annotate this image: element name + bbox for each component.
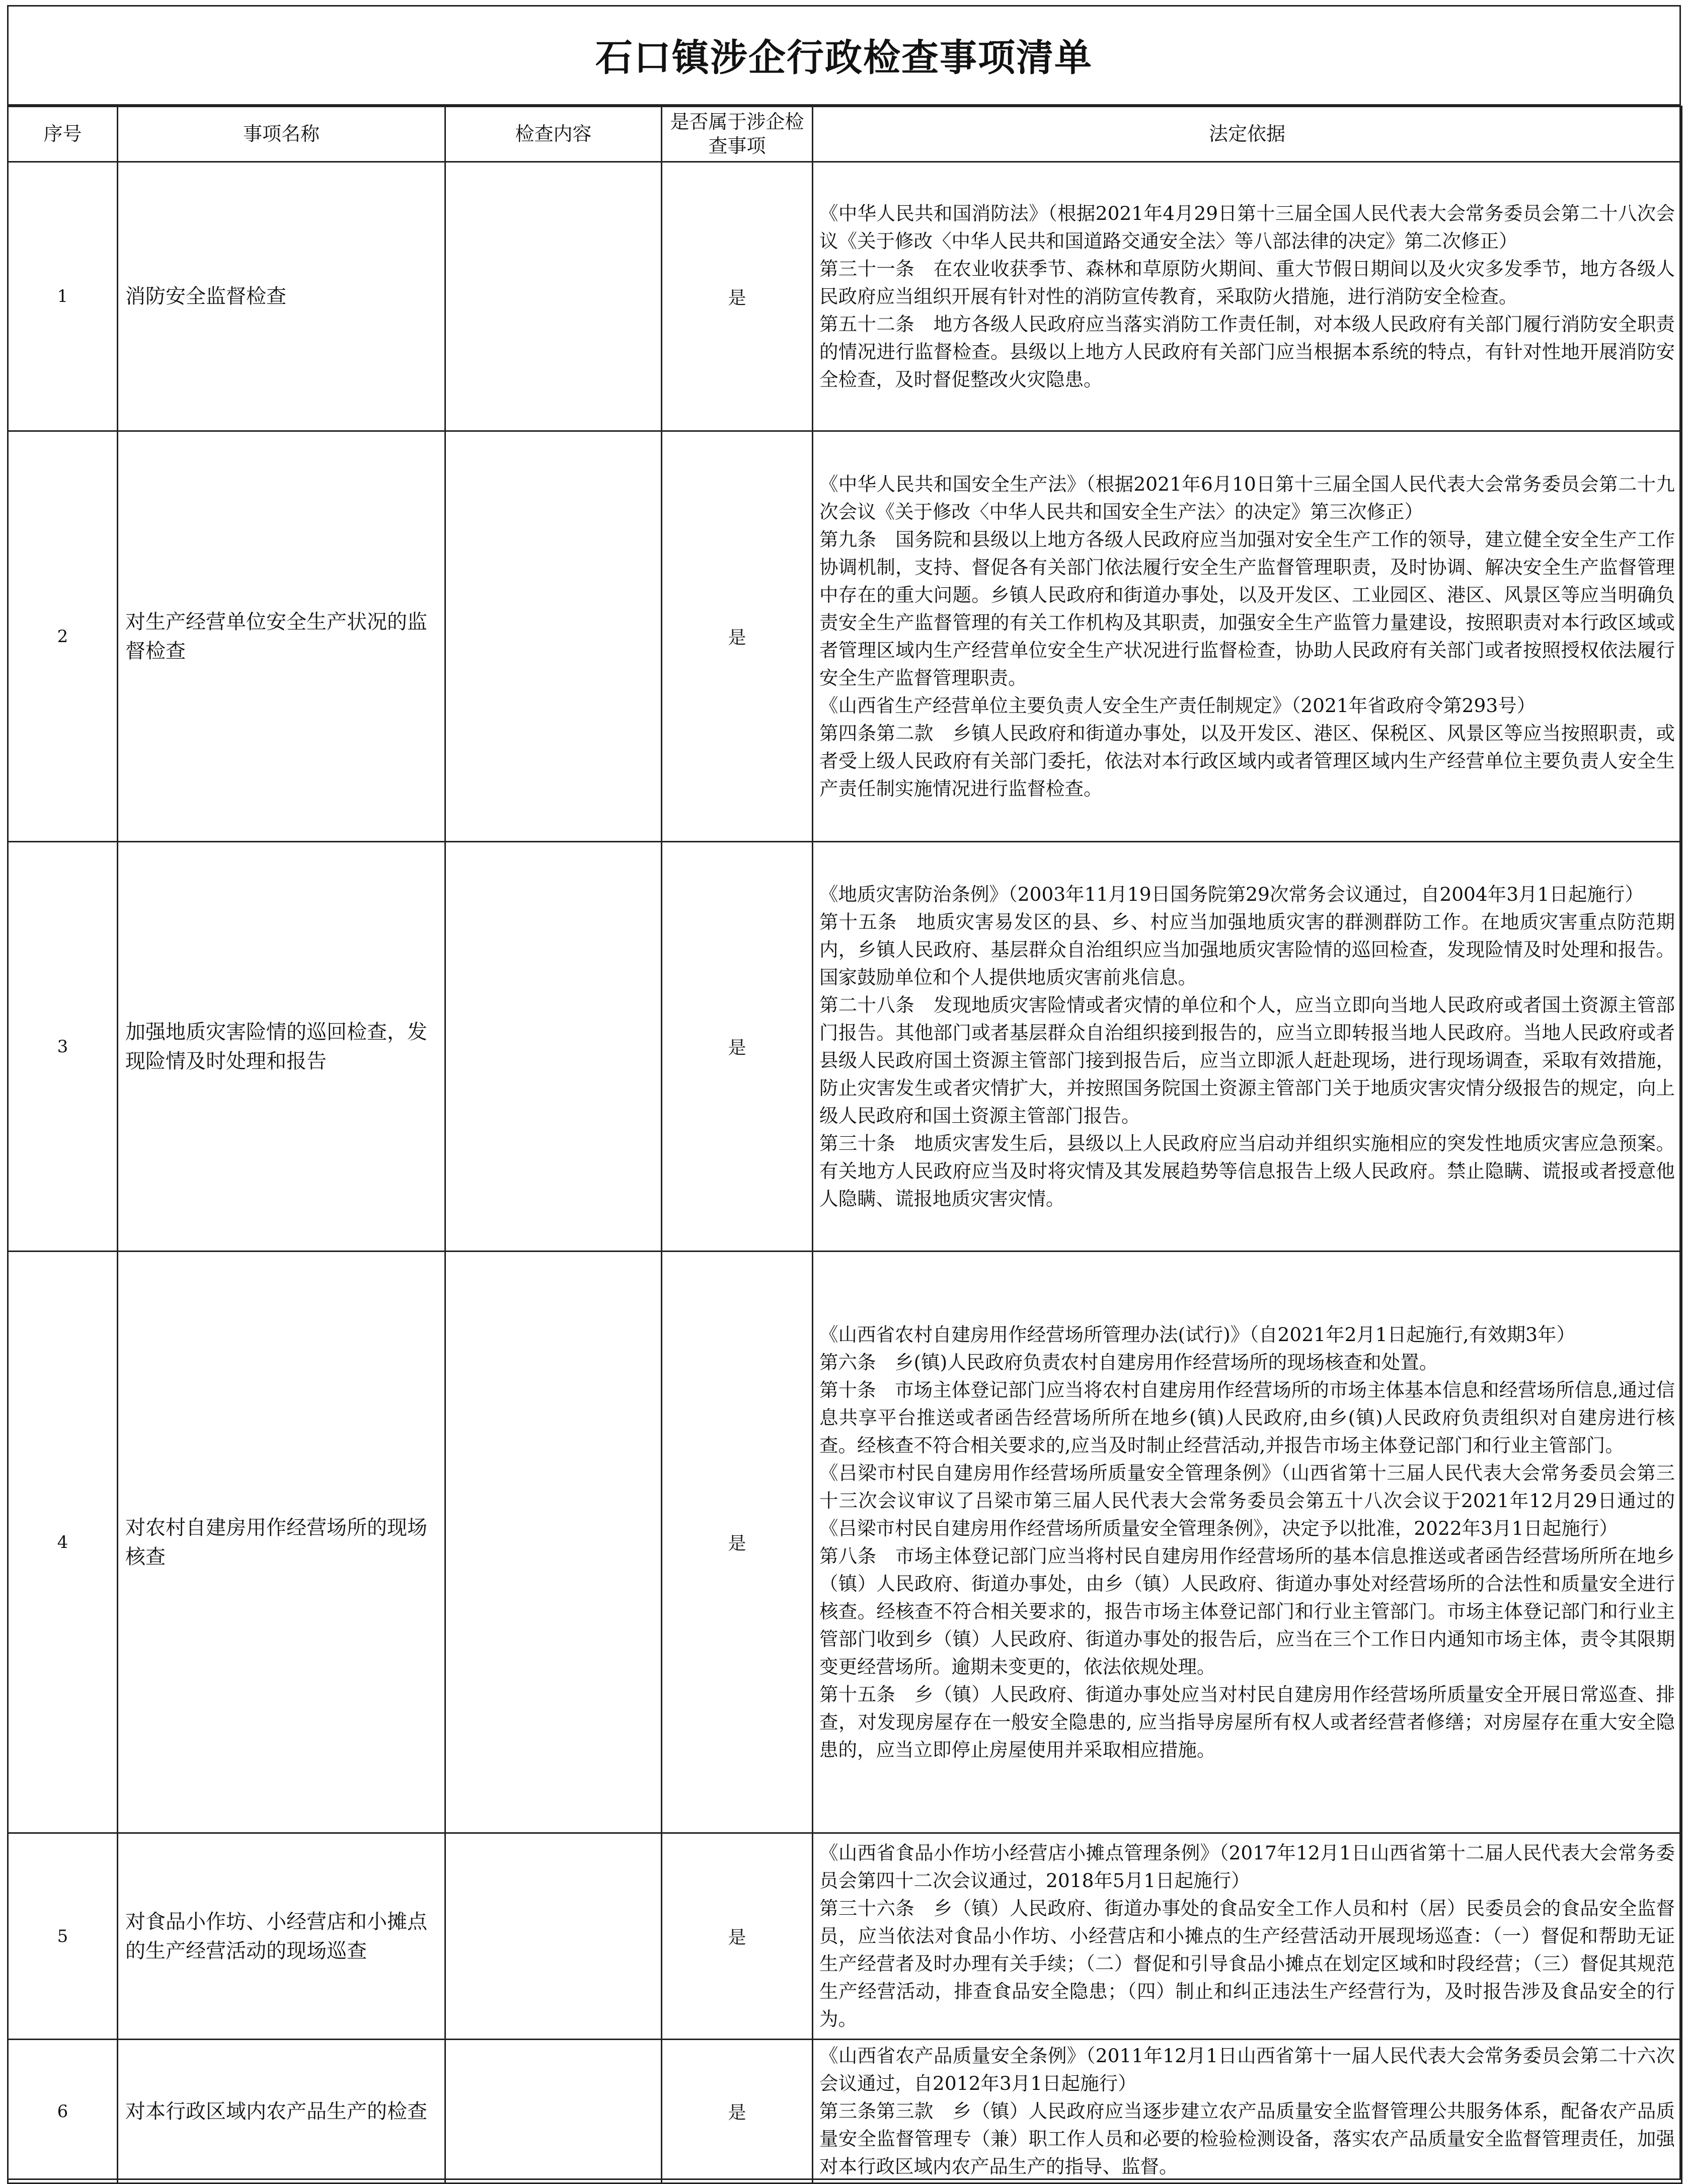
basis-paragraph: 《地质灾害防治条例》（2003年11月19日国务院第29次常务会议通过，自2004年3月1日起施行） — [819, 883, 1644, 905]
row-inspection-content — [445, 1252, 662, 1833]
basis-paragraph: 第五十二条 地方各级人民政府应当落实消防工作责任制，对本级人民政府有关部门履行消防安全职责的情况进行监督检查。县级以上地方人民政府有关部门应当根据本系统的特点，有针对性地开展消防安全检查，及时督促整改火灾隐患。 — [819, 313, 1675, 391]
row-legal-basis — [813, 162, 1682, 431]
row-legal-basis — [813, 842, 1682, 1252]
basis-paragraph: 《山西省食品小作坊小经营店小摊点管理条例》（2017年12月1日山西省第十二届人民代表大会常务委员会第四十二次会议通过，2018年5月1日起施行） — [819, 1842, 1675, 1892]
row-seq: 1 — [8, 162, 118, 431]
basis-paragraph: 第四条第二款 乡镇人民政府和街道办事处，以及开发区、港区、保税区、风景区等应当按照职责，或者受上级人民政府有关部门委托，依法对本行政区域内或者管理区域内生产经营单位主要负责人安全生产责任制实施情况进行监督检查。 — [819, 722, 1675, 800]
row-is-enterprise-related: 是 — [662, 842, 813, 1252]
row-item-name: 对农村自建房用作经营场所的现场核查 — [118, 1252, 445, 1833]
header-seq: 序号 — [8, 107, 118, 162]
row-inspection-content — [445, 842, 662, 1252]
header-inspection-content: 检查内容 — [445, 107, 662, 162]
row-inspection-content — [445, 431, 662, 842]
row-legal-basis — [813, 2040, 1682, 2183]
basis-paragraph: 第三十一条 在农业收获季节、森林和草原防火期间、重大节假日期间以及火灾多发季节，地方各级人民政府应当组织开展有针对性的消防宣传教育，采取防火措施，进行消防安全检查。 — [819, 257, 1675, 307]
table-row — [8, 2040, 1682, 2183]
basis-paragraph: 《中华人民共和国消防法》（根据2021年4月29日第十三届全国人民代表大会常务委员会第二十八次会议《关于修改〈中华人民共和国道路交通安全法〉等八部法律的决定》第二次修正） — [819, 202, 1675, 252]
row-seq: 5 — [8, 1833, 118, 2040]
header-item-name: 事项名称 — [118, 107, 445, 162]
row-inspection-content — [445, 2040, 662, 2183]
basis-paragraph: 《山西省生产经营单位主要负责人安全生产责任制规定》（2021年省政府令第293号） — [819, 694, 1536, 717]
row-item-name: 加强地质灾害险情的巡回检查，发现险情及时处理和报告 — [118, 842, 445, 1252]
row-legal-basis — [813, 1833, 1682, 2040]
row-seq: 6 — [8, 2040, 118, 2183]
row-seq: 4 — [8, 1252, 118, 1833]
table-row — [8, 842, 1682, 1252]
row-item-name: 对食品小作坊、小经营店和小摊点的生产经营活动的现场巡查 — [118, 1833, 445, 2040]
basis-paragraph: 《吕梁市村民自建房用作经营场所质量安全管理条例》（山西省第十三届人民代表大会常务委员会第三十三次会议审议了吕梁市第三届人民代表大会常务委员会第五十八次会议于2021年12月29日通过的《吕梁市村民自建房用作经营场所质量安全管理条例》，决定予以批准，2022年3月1日起施行） — [819, 1461, 1675, 1539]
row-seq: 3 — [8, 842, 118, 1252]
row-item-name: 对生产经营单位安全生产状况的监督检查 — [118, 431, 445, 842]
basis-paragraph: 《山西省农村自建房用作经营场所管理办法(试行)》（自2021年2月1日起施行,有效期3年） — [819, 1323, 1575, 1346]
basis-paragraph: 第二十八条 发现地质灾害险情或者灾情的单位和个人，应当立即向当地人民政府或者国土资源主管部门报告。其他部门或者基层群众自治组织接到报告的，应当立即转报当地人民政府。当地人民政府或者县级人民政府国土资源主管部门接到报告后，应当立即派人赶赴现场，进行现场调查，采取有效措施，防止灾害发生或者灾情扩大，并按照国务院国土资源主管部门关于地质灾害灾情分级报告的规定，向上级人民政府和国土资源主管部门报告。 — [819, 993, 1675, 1127]
row-is-enterprise-related: 是 — [662, 162, 813, 431]
table-row — [8, 431, 1682, 842]
row-item-name: 消防安全监督检查 — [118, 162, 445, 431]
basis-paragraph: 第三条第三款 乡（镇）人民政府应当逐步建立农产品质量安全监督管理公共服务体系，配备农产品质量安全监督管理专（兼）职工作人员和必要的检验检测设备，落实农产品质量安全监督管理责任，加强对本行政区域内农产品生产的指导、监督。 — [819, 2100, 1675, 2177]
table-row — [8, 1833, 1682, 2040]
basis-paragraph: 第三十六条 乡（镇）人民政府、街道办事处的食品安全工作人员和村（居）民委员会的食品安全监督员，应当依法对食品小作坊、小经营店和小摊点的生产经营活动开展现场巡查：（一）督促和帮助无证生产经营者及时办理有关手续；（二）督促和引导食品小摊点在划定区域和时段经营；（三）督促其规范生产经营活动，排查食品安全隐患；（四）制止和纠正违法生产经营行为，及时报告涉及食品安全的行为。 — [819, 1897, 1675, 2030]
table-row — [8, 162, 1682, 431]
basis-paragraph: 《山西省农产品质量安全条例》（2011年12月1日山西省第十一届人民代表大会常务委员会第二十六次会议通过，自2012年3月1日起施行） — [819, 2045, 1675, 2094]
row-is-enterprise-related: 是 — [662, 2040, 813, 2183]
row-is-enterprise-related: 是 — [662, 431, 813, 842]
row-is-enterprise-related: 是 — [662, 1252, 813, 1833]
basis-paragraph: 《中华人民共和国安全生产法》（根据2021年6月10日第十三届全国人民代表大会常务委员会第二十九次会议《关于修改〈中华人民共和国安全生产法〉的决定》第三次修正） — [819, 473, 1675, 523]
document-title: 石口镇涉企行政检查事项清单 — [7, 5, 1681, 106]
basis-paragraph: 第六条 乡(镇)人民政府负责农村自建房用作经营场所的现场核查和处置。 — [819, 1351, 1438, 1373]
row-item-name: 对本行政区域内农产品生产的检查 — [118, 2040, 445, 2183]
basis-paragraph: 第十条 市场主体登记部门应当将农村自建房用作经营场所的市场主体基本信息和经营场所信息,通过信息共享平台推送或者函告经营场所所在地乡(镇)人民政府,由乡(镇)人民政府负责组织对自建房进行核查。经核查不符合相关要求的,应当及时制止经营活动,并报告市场主体登记部门和行业主管部门。 — [819, 1378, 1675, 1456]
row-seq: 2 — [8, 431, 118, 842]
header-is-enterprise-related: 是否属于涉企检查事项 — [662, 107, 813, 162]
row-legal-basis — [813, 1252, 1682, 1833]
basis-paragraph: 第十五条 乡（镇）人民政府、街道办事处应当对村民自建房用作经营场所质量安全开展日常巡查、排查，对发现房屋存在一般安全隐患的, 应当指导房屋所有权人或者经营者修缮；对房屋存在重大安全隐患的，应当立即停止房屋使用并采取相应措施。 — [819, 1683, 1675, 1761]
table-row — [8, 1252, 1682, 1833]
inspection-items-table — [7, 106, 1682, 2184]
row-legal-basis — [813, 431, 1682, 842]
basis-paragraph: 第三十条 地质灾害发生后，县级以上人民政府应当启动并组织实施相应的突发性地质灾害应急预案。有关地方人民政府应当及时将灾情及其发展趋势等信息报告上级人民政府。禁止隐瞒、谎报或者授意他人隐瞒、谎报地质灾害灾情。 — [819, 1132, 1675, 1210]
basis-paragraph: 第八条 市场主体登记部门应当将村民自建房用作经营场所的基本信息推送或者函告经营场所所在地乡（镇）人民政府、街道办事处，由乡（镇）人民政府、街道办事处对经营场所的合法性和质量安全进行核查。经核查不符合相关要求的，报告市场主体登记部门和行业主管部门。市场主体登记部门和行业主管部门收到乡（镇）人民政府、街道办事处的报告后，应当在三个工作日内通知市场主体，责令其限期变更经营场所。逾期未变更的，依法依规处理。 — [819, 1544, 1675, 1678]
basis-paragraph: 第九条 国务院和县级以上地方各级人民政府应当加强对安全生产工作的领导，建立健全安全生产工作协调机制，支持、督促各有关部门依法履行安全生产监督管理职责，及时协调、解决安全生产监督管理中存在的重大问题。乡镇人民政府和街道办事处，以及开发区、工业园区、港区、风景区等应当明确负责安全生产监督管理的有关工作机构及其职责，加强安全生产监管力量建设，按照职责对本行政区域或者管理区域内生产经营单位安全生产状况进行监督检查，协助人民政府有关部门或者按照授权依法履行安全生产监督管理职责。 — [819, 528, 1675, 689]
header-legal-basis: 法定依据 — [813, 107, 1682, 162]
row-inspection-content — [445, 1833, 662, 2040]
row-inspection-content — [445, 162, 662, 431]
row-is-enterprise-related: 是 — [662, 1833, 813, 2040]
basis-paragraph: 第十五条 地质灾害易发区的县、乡、村应当加强地质灾害的群测群防工作。在地质灾害重点防范期内，乡镇人民政府、基层群众自治组织应当加强地质灾害险情的巡回检查，发现险情及时处理和报告。国家鼓励单位和个人提供地质灾害前兆信息。 — [819, 910, 1675, 988]
table-header-row — [8, 107, 1682, 162]
